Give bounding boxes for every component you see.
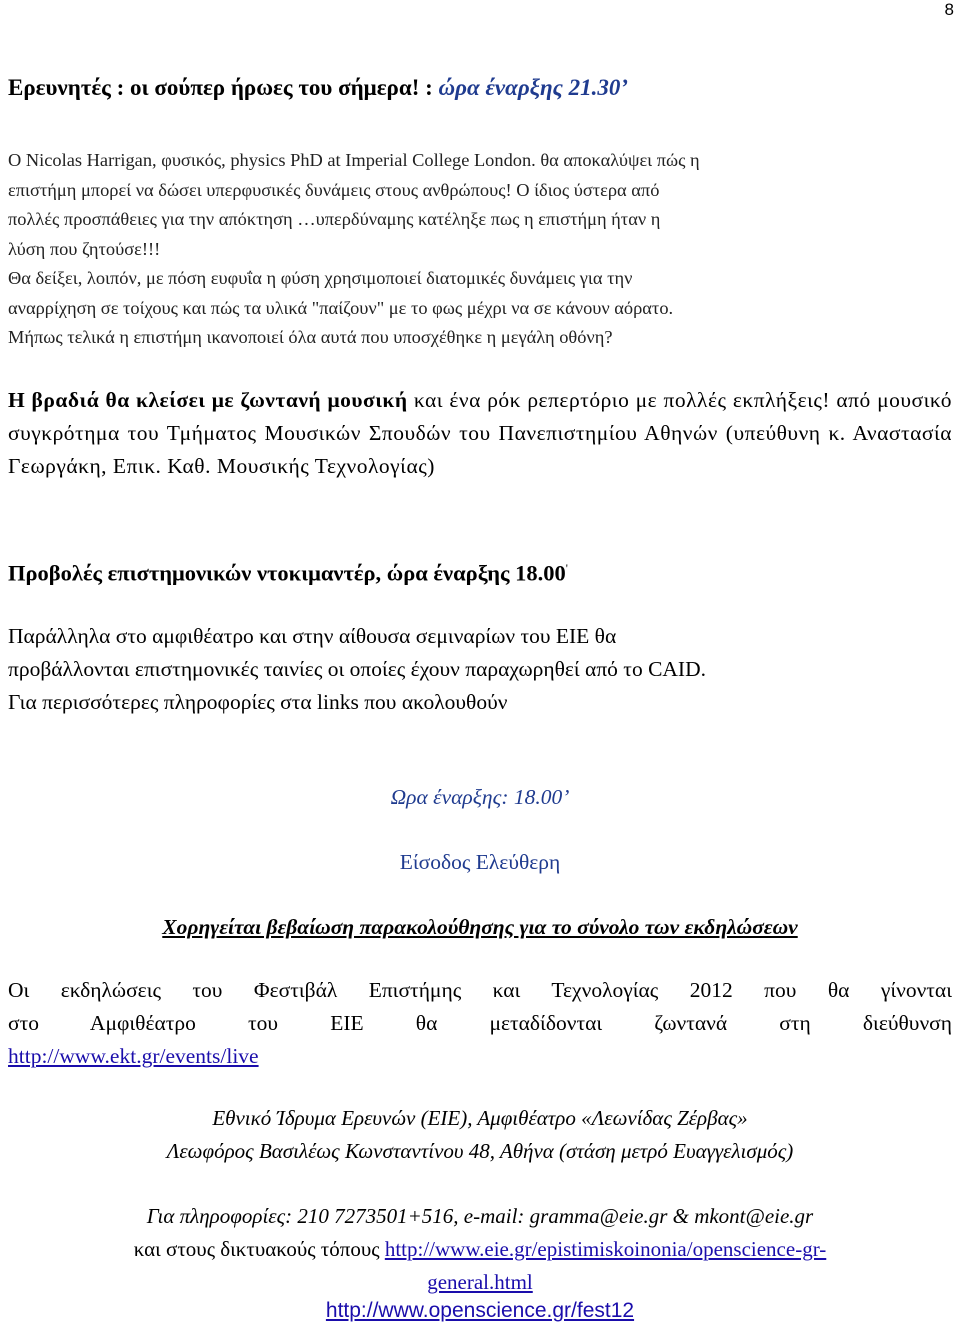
websites-label: και στους δικτυακούς τόπους <box>133 1237 385 1261</box>
paragraph-line: πολλές προσπάθειες για την απόκτηση …υπερδύναμης κατέληξε πως η επιστήμη ήταν η <box>8 209 661 229</box>
openscience-link-line <box>8 1296 952 1326</box>
paragraph-line: στο Αμφιθέατρο του ΕΙΕ θα μεταδίδονται ζωντανά στη διεύθυνση <box>8 1011 952 1035</box>
start-time: ώρα έναρξης 21.30’ <box>438 75 629 100</box>
live-stream-link[interactable]: http://www.ekt.gr/events/live <box>8 1044 259 1068</box>
paragraph-line: Ο Nicolas Harrigan, φυσικός, physics PhD at Imperial College London. θα αποκαλύψει πώς η <box>8 150 700 170</box>
start-time-centered: Ωρα έναρξης: 18.00’ <box>390 785 570 809</box>
paragraph-line: προβάλλονται επιστημονικές ταινίες οι οποίες έχουν παραχωρηθεί από το CAID. <box>8 657 706 681</box>
music-text: και ένα ρόκ ρεπερτόριο με πολλές εκπλήξεις! από μουσικό συγκρότημα του Τμήματος Μουσικών Σπουδών του Πανεπιστημίου Αθηνών (υπεύθυνη κ. Αναστασία Γεωργάκη, Επικ. Καθ. Μουσικής Τεχνολογίας) <box>8 388 952 478</box>
paragraph-line: Παράλληλα στο αμφιθέατρο και στην αίθουσα σεμιναρίων του ΕΙΕ θα <box>8 624 617 648</box>
music-paragraph <box>8 384 952 483</box>
certificate-note: Χορηγείται βεβαίωση παρακολούθησης για το σύνολο των εκδηλώσεων <box>162 915 798 939</box>
section-heading-researchers <box>8 72 952 104</box>
contact-info <box>8 1200 952 1299</box>
paragraph-line: αναρρίχηση σε τοίχους και πώς τα υλικά "παίζουν" με το φως μέχρι να σε κάνουν αόρατο. <box>8 297 674 318</box>
section-heading-documentaries <box>8 552 952 590</box>
paragraph-line: Μήπως τελικά η επιστήμη ικανοποιεί όλα αυτά που υποσχέθηκε η μεγάλη οθόνη? <box>8 327 613 347</box>
music-bold-text: Η βραδιά θα κλείσει με ζωντανή μουσική <box>8 388 408 412</box>
researchers-paragraph <box>8 146 952 353</box>
venue-line: Λεωφόρος Βασιλέως Κωνσταντίνου 48, Αθήνα (στάση μετρό Ευαγγελισμός) <box>166 1139 794 1163</box>
eie-link[interactable]: http://www.eie.gr/epistimiskoinonia/openscience-gr- <box>384 1237 827 1261</box>
broadcast-paragraph <box>8 974 952 1073</box>
websites-line-cont <box>8 1266 952 1299</box>
page-number: 8 <box>944 0 954 19</box>
paragraph-line: Για περισσότερες πληροφορίες στα links που ακολουθούν <box>8 690 508 714</box>
venue-info <box>8 1102 952 1168</box>
documentaries-paragraph <box>8 620 952 719</box>
paragraph-line: Οι εκδηλώσεις του Φεστιβάλ Επιστήμης και Τεχνολογίας 2012 που θα γίνονται <box>8 978 952 1002</box>
websites-line <box>8 1233 952 1266</box>
paragraph-line: Θα δείξει, λοιπόν, με πόση ευφυΐα η φύση χρησιμοποιεί διατομικές δυνάμεις για την <box>8 268 633 288</box>
heading-text: Προβολές επιστημονικών ντοκιμαντέρ, ώρα έναρξης 18.00 <box>8 560 566 586</box>
heading-mark: ' <box>565 561 568 575</box>
venue-line: Εθνικό Ίδρυμα Ερευνών (ΕΙΕ), Αμφιθέατρο «Λεωνίδας Ζέρβας» <box>212 1106 748 1130</box>
eie-link-continuation[interactable]: general.html <box>427 1270 533 1294</box>
paragraph-line: επιστήμη μπορεί να δώσει υπερφυσικές δυνάμεις στους ανθρώπους! Ο ίδιος ύστερα από <box>8 179 660 200</box>
free-entry: Είσοδος Ελεύθερη <box>399 850 561 874</box>
contact-line: Για πληροφορίες: 210 7273501+516, e-mail: gramma@eie.gr & mkont@eie.gr <box>146 1204 814 1228</box>
paragraph-line: λύση που ζητούσε!!! <box>8 238 161 259</box>
heading-text: Ερευνητές : οι σούπερ ήρωες του σήμερα! : <box>8 75 439 100</box>
openscience-link[interactable]: http://www.openscience.gr/fest12 <box>325 1299 635 1322</box>
